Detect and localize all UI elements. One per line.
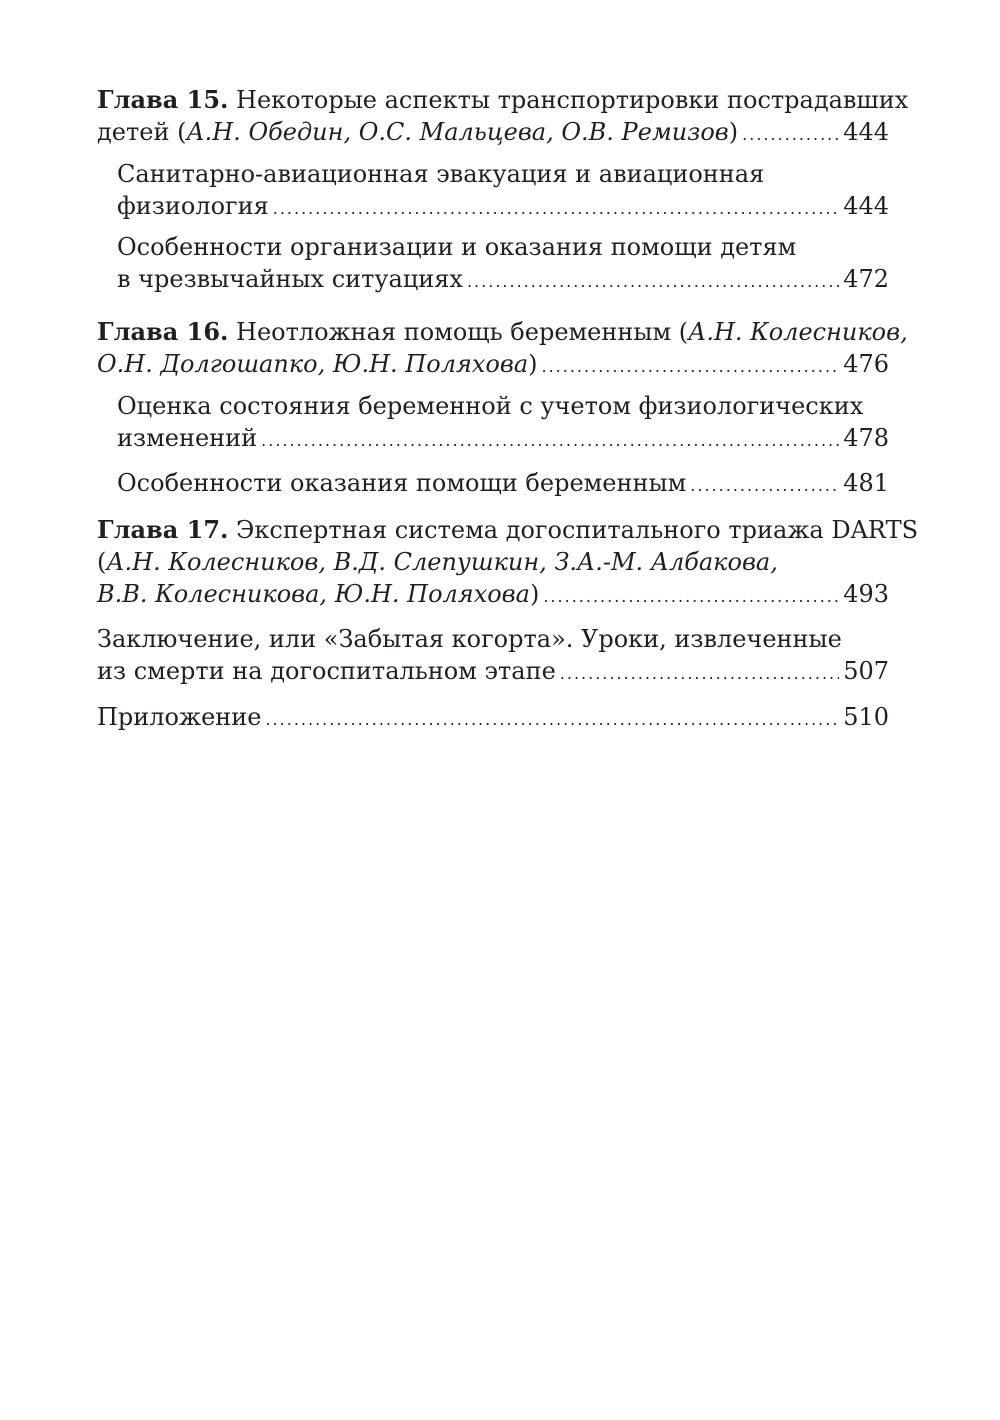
chapter-authors: А.Н. Колесников, В.Д. Слепушкин, З.А.-М. Албакова, — [106, 548, 778, 576]
chapter-label: Глава 17. — [97, 515, 229, 544]
dot-leader — [543, 581, 839, 613]
page-number: 493 — [843, 580, 889, 608]
chapter-title: Экспертная система догоспитального триажа DARTS — [228, 516, 919, 544]
section-title-continued: в чрезвычайных ситуациях — [117, 265, 463, 293]
chapter-title-close: ) — [528, 350, 538, 378]
chapter-label: Глава 15. — [97, 85, 229, 114]
chapter-authors-continued: О.Н. Долгошапко, Ю.Н. Поляхова — [97, 350, 529, 378]
chapter-title: Неотложная помощь беременным ( — [228, 318, 689, 346]
chapter-label: Глава 16. — [97, 317, 229, 346]
toc-entry-section[interactable] — [97, 390, 889, 457]
toc-entry-last-line — [117, 263, 889, 298]
chapter-authors: А.Н. Колесников, — [688, 318, 908, 346]
dot-leader — [742, 119, 839, 151]
page-number: 444 — [843, 118, 889, 146]
page-number: 472 — [843, 265, 889, 293]
conclusion-title-continued: из смерти на догоспитальном этапе — [97, 657, 556, 685]
section-title-line: Особенности организации и оказания помощи детям — [117, 233, 797, 261]
dot-leader — [542, 351, 840, 383]
dot-leader — [265, 704, 839, 736]
toc-entry-title-line — [97, 316, 908, 348]
table-of-contents — [97, 84, 919, 736]
chapter-title-close: ) — [728, 118, 739, 146]
toc-entry-chapter-17[interactable] — [97, 514, 919, 613]
toc-entry-title-line — [97, 84, 909, 116]
toc-entry-last-line — [97, 655, 889, 690]
toc-entry-last-line — [117, 190, 889, 225]
page-number: 476 — [843, 350, 889, 378]
page-number: 481 — [843, 469, 889, 497]
dot-leader — [273, 193, 839, 225]
chapter-title: Некоторые аспекты транспортировки пострадавших — [228, 86, 909, 114]
dot-leader — [690, 470, 839, 502]
toc-entry-authors-line — [97, 546, 889, 578]
toc-entry-last-line — [97, 701, 889, 736]
toc-entry-conclusion[interactable] — [97, 623, 889, 690]
toc-entry-chapter-16[interactable] — [97, 316, 908, 383]
section-title-continued: изменений — [117, 424, 258, 452]
dot-leader — [467, 266, 839, 298]
section-title-line: Санитарно-авиационная эвакуация и авиационная — [117, 160, 765, 188]
chapter-title-continued: детей ( — [97, 118, 187, 146]
toc-entry-last-line — [97, 116, 889, 151]
toc-entry-section[interactable] — [97, 231, 889, 298]
dot-leader — [560, 658, 839, 690]
conclusion-title-line: Заключение, или «Забытая когорта». Уроки, извлеченные — [97, 625, 842, 653]
toc-entry-section[interactable] — [97, 158, 889, 225]
page-number: 507 — [843, 657, 889, 685]
section-title-line: Оценка состояния беременной с учетом физиологических — [117, 392, 864, 420]
dot-leader — [261, 425, 839, 457]
toc-entry-appendix[interactable] — [97, 701, 889, 736]
chapter-authors-continued: В.В. Колесникова, Ю.Н. Поляхова — [97, 580, 530, 608]
section-title-continued: физиология — [117, 192, 269, 220]
chapter-title-open: ( — [97, 548, 107, 576]
section-title: Особенности оказания помощи беременным — [117, 469, 687, 497]
page-number: 444 — [843, 192, 889, 220]
page-number: 510 — [843, 703, 889, 731]
toc-entry-last-line — [97, 578, 889, 613]
toc-entry-last-line — [117, 422, 889, 457]
toc-entry-section[interactable] — [97, 467, 889, 502]
appendix-title: Приложение — [97, 703, 262, 731]
chapter-authors: А.Н. Обедин, О.С. Мальцева, О.В. Ремизов — [186, 118, 729, 146]
toc-entry-last-line — [117, 467, 889, 502]
toc-entry-title-line — [97, 514, 919, 546]
toc-entry-chapter-15[interactable] — [97, 84, 909, 151]
toc-entry-last-line — [97, 348, 889, 383]
page-number: 478 — [843, 424, 889, 452]
chapter-title-close: ) — [529, 580, 540, 608]
